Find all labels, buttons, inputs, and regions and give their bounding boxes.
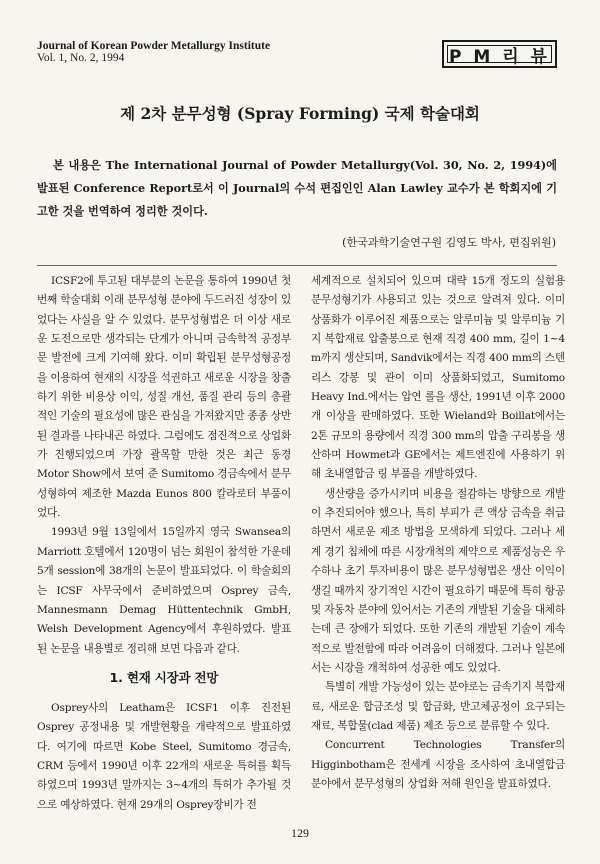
page-number: 129	[291, 826, 309, 840]
paragraph: 생산량을 증가시키며 비용을 절감하는 방향으로 개발이 추진되어야 했으나, 특히 부피가 큰 액상 금속을 취급하면서 새로운 제조 방법을 모색하게 되었다. 그러나 세계 경기 침체에 따른 시장개척의 제약으로 제품성능은 우수하나 초기 투자비용이 많은 분무성형법은 생산 이익이 생길 때까지 장기적인 시간이 필요하기 때문에 특히 항공 및 자동차 분야에 있어서는 기존의 개발된 기술을 대체하는데 큰 장애가 되었다. 또한 기존의 개발된 기술이 계속적으로 발전함에 따라 어려움이 더해졌다. 그러나 일본에서는 시장을 개척하여 성공한 예도 있었다.	[311, 487, 565, 674]
paragraph: 세계적으로 설치되어 있으며 대략 15개 정도의 실험용 분무성형기가 사용되고 있는 것으로 알려져 있다. 이미 상품화가 이루어진 제품으로는 알루미늄 및 알루미늄 기지 복합재료 압출봉으로 현재 직경 400 mm, 길이 1~4 m까지 생산되며, Sandvik에서는 직경 400 mm의 스텐리스 강봉 및 관이 이미 상품화되었고, Sumitomo Heavy Ind.에서는 압연 롤을 생산, 1991년 이후 2000개 이상을 판매하였다. 또한 Wieland와 Boillat에서는 2톤 규모의 용량에서 직경 300 mm의 압출 구리봉을 생산하며 Howmet과 GE에서는 제트엔진에 사용하기 위해 초내열합금 링 부품을 개발하였다.	[311, 275, 565, 481]
paragraph: Concurrent Technologies Transfer의 Higginbotham은 전세계 시장을 조사하여 초내열합금 분야에서 분무성형의 상업화 저해 원인을 발표하였다.	[311, 739, 565, 790]
abstract: 본 내용은 The International Journal of Powder Metallurgy(Vol. 30, No. 2, 1994)에 발표된 Conference Report로서 이 Journal의 수석 편집인인 Alan Lawley 교수가 본 학회지에 기고한 것을 번역하여 정리한 것이다.	[37, 158, 557, 218]
paragraph: 특별히 개발 가능성이 있는 분야로는 금속기지 복합재료, 새로운 합금조성 및 합금화, 반고체공정이 요구되는 재료, 복합물(clad 제품) 제조 등으로 분류할 수 있다.	[311, 681, 565, 732]
right-column	[311, 272, 565, 794]
left-column	[37, 272, 291, 815]
paragraph: Osprey사의 Leatham은 ICSF1 이후 진전된 Osprey 공정내용 및 개발현황을 개략적으로 발표하였다. 여기에 따르면 Kobe Steel, Sumitomo 경금속, CRM 등에서 1990년 이후 22개의 새로운 특허를 획득하였으며 1993년 말까지는 3~4개의 특허가 추가될 것으로 예상하였다. 현재 29개의 Osprey장비가 전	[37, 701, 291, 811]
journal-name: Journal of Korean Powder Metallurgy Institute	[37, 40, 271, 52]
article-title: 제 2차 분무성형 (Spray Forming) 국제 학술대회	[120, 104, 480, 123]
paragraph: 1993년 9월 13일에서 15일까지 영국 Swansea의 Marriott 호텔에서 120명이 넘는 회원이 참석한 가운데 5개 session에 38개의 논문이 발표되었다. 이 학술회의는 ICSF 사무국에서 준비하였으며 Osprey 금속, Mannesmann Demag Hüttentechnik GmbH, Welsh Development Agency에서 후원하였다. 발표된 논문을 내용별로 정리해 보면 다음과 같다.	[37, 526, 291, 655]
journal-header	[37, 40, 270, 64]
author-affiliation: (한국과학기술연구원 김영도 박사, 편집위원)	[342, 236, 556, 249]
section-heading: 1. 현재 시장과 전망	[109, 669, 219, 685]
journal-volume: Vol. 1, No. 2, 1994	[37, 52, 125, 64]
paragraph: ICSF2에 투고된 대부분의 논문을 통하여 1990년 첫번째 학술대회 이래 분무성형 분야에 두드러진 성장이 있었다는 사실을 알 수 있었다. 분무성형법은 더 이상 새로운 도전으로만 생각되는 단계가 아니며 금속학적 공정부문 발전에 크게 기여해 왔다. 이미 확립된 분무성형공정을 이용하여 현재의 시장을 석권하고 새로운 시장을 창출하기 위한 비용상 이익, 성질 개선, 품질 관리 등의 총괄적인 기술의 필요성에 많은 관심을 가져왔지만 종종 상반된 결과를 나타내곤 하였다. 그럼에도 점진적으로 상업화가 진행되었으며 가장 괄목할 만한 것은 최근 동경 Motor Show에서 보여 준 Sumitomo 경금속에서 분무성형하여 제조한 Mazda Eunos 800 칼라로터 부품이었다.	[37, 275, 291, 520]
divider	[37, 265, 557, 266]
pm-review-badge: P M 리 뷰	[442, 40, 557, 68]
